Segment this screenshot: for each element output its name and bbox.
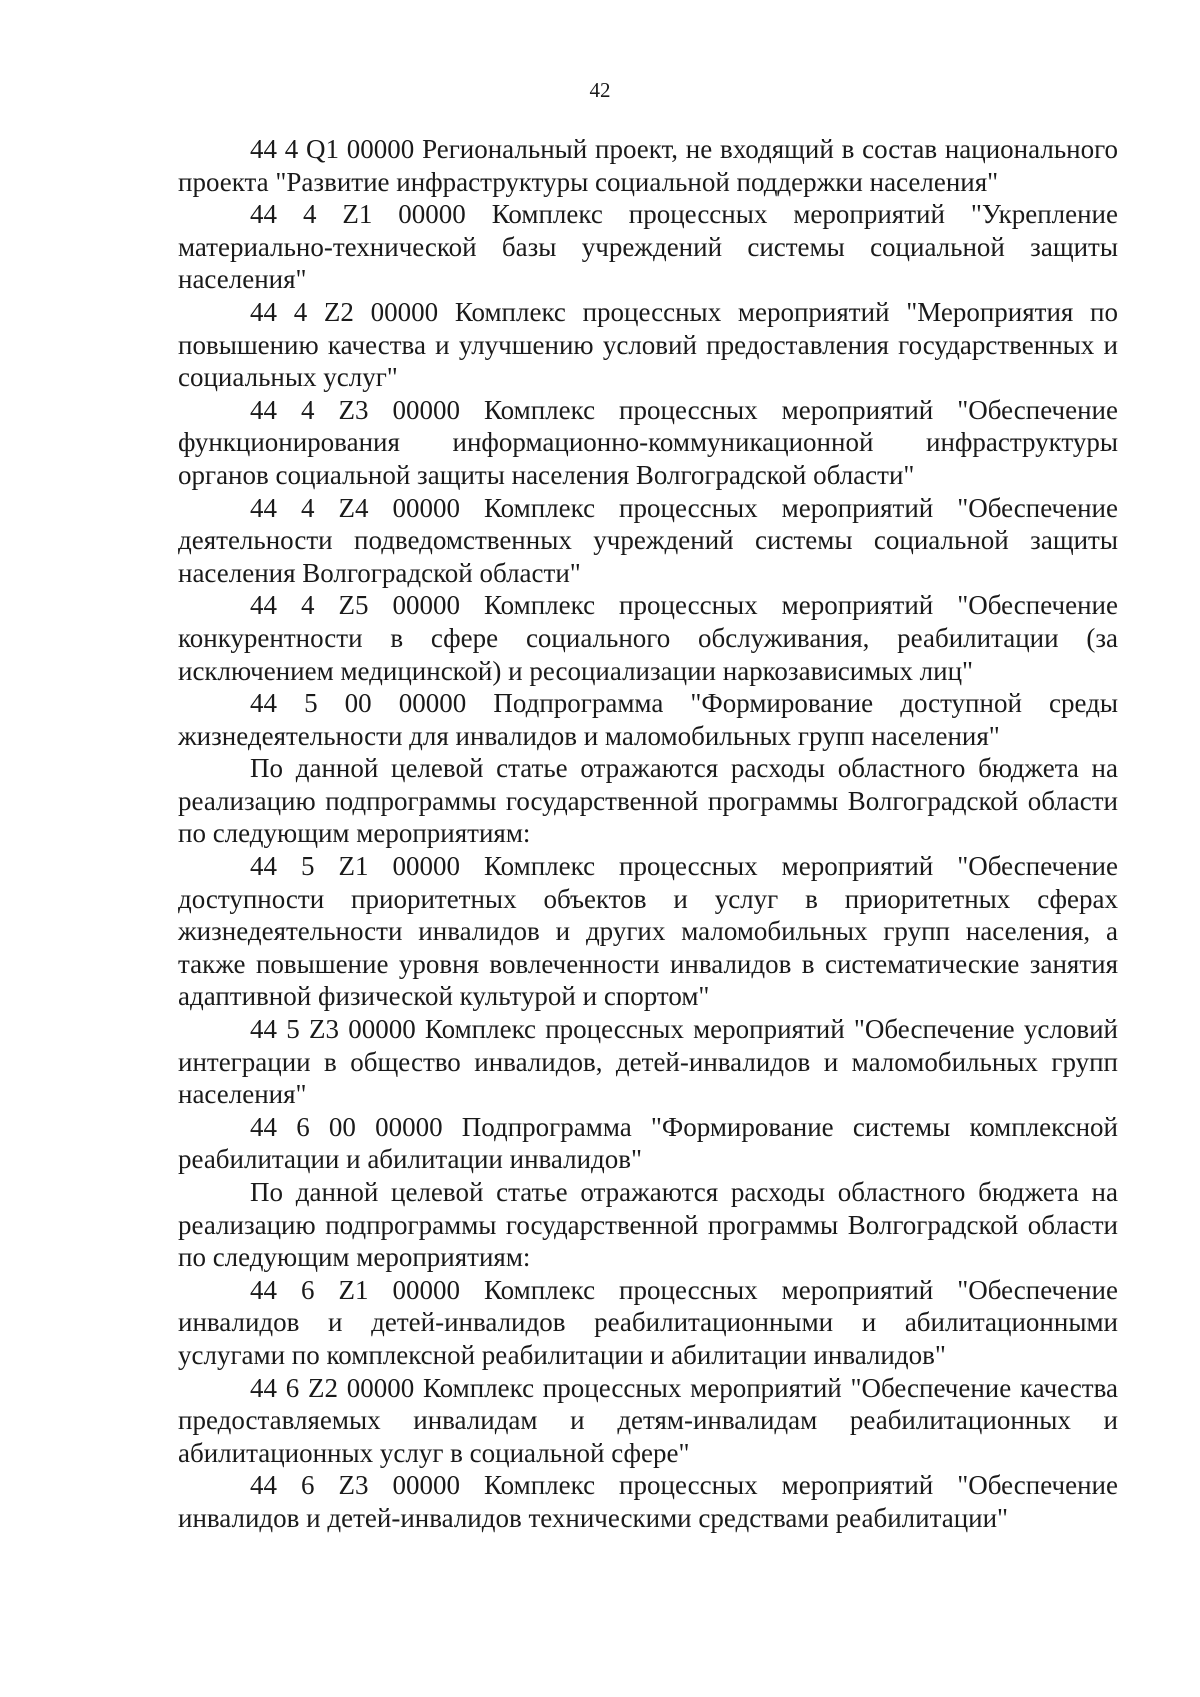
paragraph: 44 6 Z3 00000 Комплекс процессных мероприятий "Обеспечение инвалидов и детей-инвалидов техническими средствами реабилитации" xyxy=(178,1470,1118,1533)
paragraph: 44 5 Z1 00000 Комплекс процессных мероприятий "Обеспечение доступности приоритетных объектов и услуг в приоритетных сферах жизнедеятельности инвалидов и других маломобильных групп населения, а также повышение уровня вовлеченности инвалидов в систематические занятия адаптивной физической культурой и спортом" xyxy=(178,851,1118,1012)
paragraph: 44 5 00 00000 Подпрограмма "Формирование доступной среды жизнедеятельности для инвалидов и маломобильных групп населения" xyxy=(178,688,1118,751)
paragraph: 44 4 Z5 00000 Комплекс процессных мероприятий "Обеспечение конкурентности в сфере социального обслуживания, реабилитации (за исключением медицинской) и ресоциализации наркозависимых лиц" xyxy=(178,590,1118,686)
paragraph: 44 4 Z3 00000 Комплекс процессных мероприятий "Обеспечение функционирования информационно-коммуникационной инфраструктуры органов социальной защиты населения Волгоградской области" xyxy=(178,394,1118,490)
paragraph: 44 6 Z1 00000 Комплекс процессных мероприятий "Обеспечение инвалидов и детей-инвалидов реабилитационными и абилитационными услугами по комплексной реабилитации и абилитации инвалидов" xyxy=(178,1274,1118,1370)
paragraph: 44 6 00 00000 Подпрограмма "Формирование системы комплексной реабилитации и абилитации инвалидов" xyxy=(178,1111,1118,1175)
paragraph: По данной целевой статье отражаются расходы областного бюджета на реализацию подпрограммы государственной программы Волгоградской области по следующим мероприятиям: xyxy=(178,753,1118,849)
document-body xyxy=(178,133,1118,1535)
paragraph: 44 5 Z3 00000 Комплекс процессных мероприятий "Обеспечение условий интеграции в общество инвалидов, детей-инвалидов и маломобильных групп населения" xyxy=(178,1014,1118,1110)
paragraph: 44 6 Z2 00000 Комплекс процессных мероприятий "Обеспечение качества предоставляемых инвалидам и детям-инвалидам реабилитационных и абилитационных услуг в социальной сфере" xyxy=(178,1372,1118,1468)
paragraph: 44 4 Z2 00000 Комплекс процессных мероприятий "Мероприятия по повышению качества и улучшению условий предоставления государственных и социальных услуг" xyxy=(178,296,1118,393)
paragraph: По данной целевой статье отражаются расходы областного бюджета на реализацию подпрограммы государственной программы Волгоградской области по следующим мероприятиям: xyxy=(178,1177,1118,1273)
paragraph: 44 4 Z4 00000 Комплекс процессных мероприятий "Обеспечение деятельности подведомственных учреждений системы социальной защиты населения Волгоградской области" xyxy=(178,492,1118,588)
paragraph: 44 4 Z1 00000 Комплекс процессных мероприятий "Укрепление материально-технической базы учреждений системы социальной защиты населения" xyxy=(178,199,1118,295)
paragraph: 44 4 Q1 00000 Региональный проект, не входящий в состав национального проекта "Развитие инфраструктуры социальной поддержки населения" xyxy=(178,134,1118,197)
page-number: 42 xyxy=(589,78,611,102)
